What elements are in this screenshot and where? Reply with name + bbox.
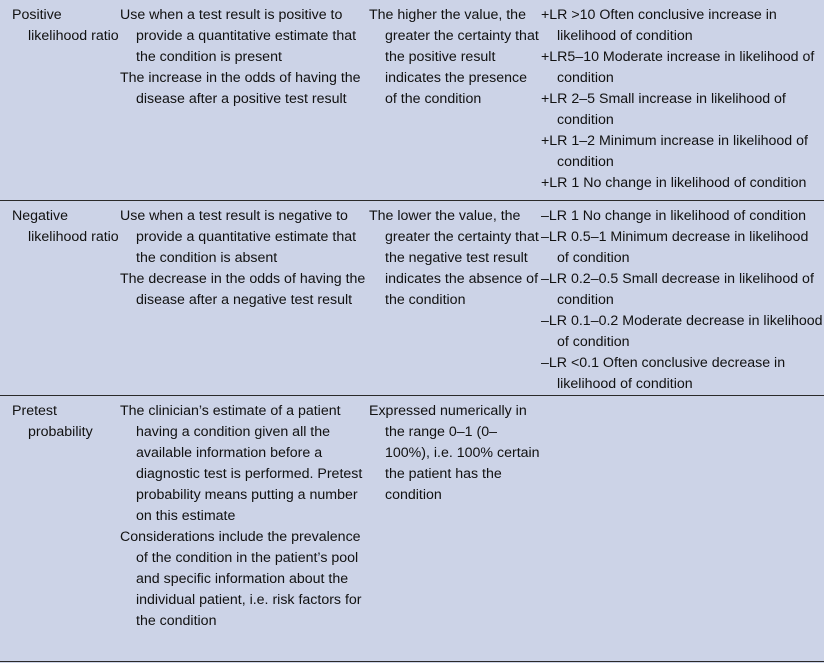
value-item: +LR 1 No change in likelihood of condition — [541, 175, 807, 191]
table-row — [0, 0, 824, 201]
value-item: –LR 0.5–1 Minimum decrease in likelihood of condition — [541, 229, 809, 266]
use-paragraph: The decrease in the odds of having the disease after a negative test result — [120, 271, 366, 308]
value-item: –LR 0.1–0.2 Moderate decrease in likelihood of condition — [541, 313, 823, 350]
value-item: +LR5–10 Moderate increase in likelihood of condition — [541, 49, 815, 86]
interpretation-cell — [369, 206, 541, 395]
value-item: –LR 1 No change in likelihood of condition — [541, 208, 807, 224]
use-paragraph: The clinician’s estimate of a patient having a condition given all the available information before a diagnostic test is performed. Pretest probability means putting a number on this estimate — [120, 403, 363, 524]
table-row — [0, 396, 824, 662]
use-paragraph: The increase in the odds of having the disease after a positive test result — [120, 70, 361, 107]
value-item: –LR <0.1 Often conclusive decrease in likelihood of condition — [541, 355, 786, 392]
use-paragraph: Considerations include the prevalence of the condition in the patient’s pool and specific information about the individual patient, i.e. risk factors for the condition — [120, 529, 362, 629]
interpretation-cell — [369, 5, 541, 200]
use-paragraph: Use when a test result is negative to provide a quantitative estimate that the condition is absent — [120, 208, 357, 266]
interpretation-text: The lower the value, the greater the certainty that the negative test result indicates the absence of the condition — [369, 208, 539, 308]
use-cell — [120, 401, 369, 661]
term-cell: Pretest probability — [12, 403, 93, 440]
use-cell — [120, 206, 369, 395]
value-item: +LR 1–2 Minimum increase in likelihood of condition — [541, 133, 808, 170]
value-item: +LR 2–5 Small increase in likelihood of condition — [541, 91, 786, 128]
use-cell — [120, 5, 369, 200]
values-cell — [541, 206, 824, 395]
interpretation-text: The higher the value, the greater the certainty that the positive result indicates the presence of the condition — [369, 7, 539, 107]
values-cell — [541, 401, 824, 661]
value-item: –LR 0.2–0.5 Small decrease in likelihood of condition — [541, 271, 814, 308]
value-item: +LR >10 Often conclusive increase in likelihood of condition — [541, 7, 777, 44]
term-cell: Negative likelihood ratio — [12, 208, 119, 245]
values-cell — [541, 5, 824, 200]
interpretation-text: Expressed numerically in the range 0–1 (0–100%), i.e. 100% certain the patient has the condition — [369, 403, 540, 503]
use-paragraph: Use when a test result is positive to provide a quantitative estimate that the condition is present — [120, 7, 357, 65]
interpretation-cell — [369, 401, 541, 661]
term-cell: Positive likelihood ratio — [12, 7, 119, 44]
table-row — [0, 201, 824, 396]
